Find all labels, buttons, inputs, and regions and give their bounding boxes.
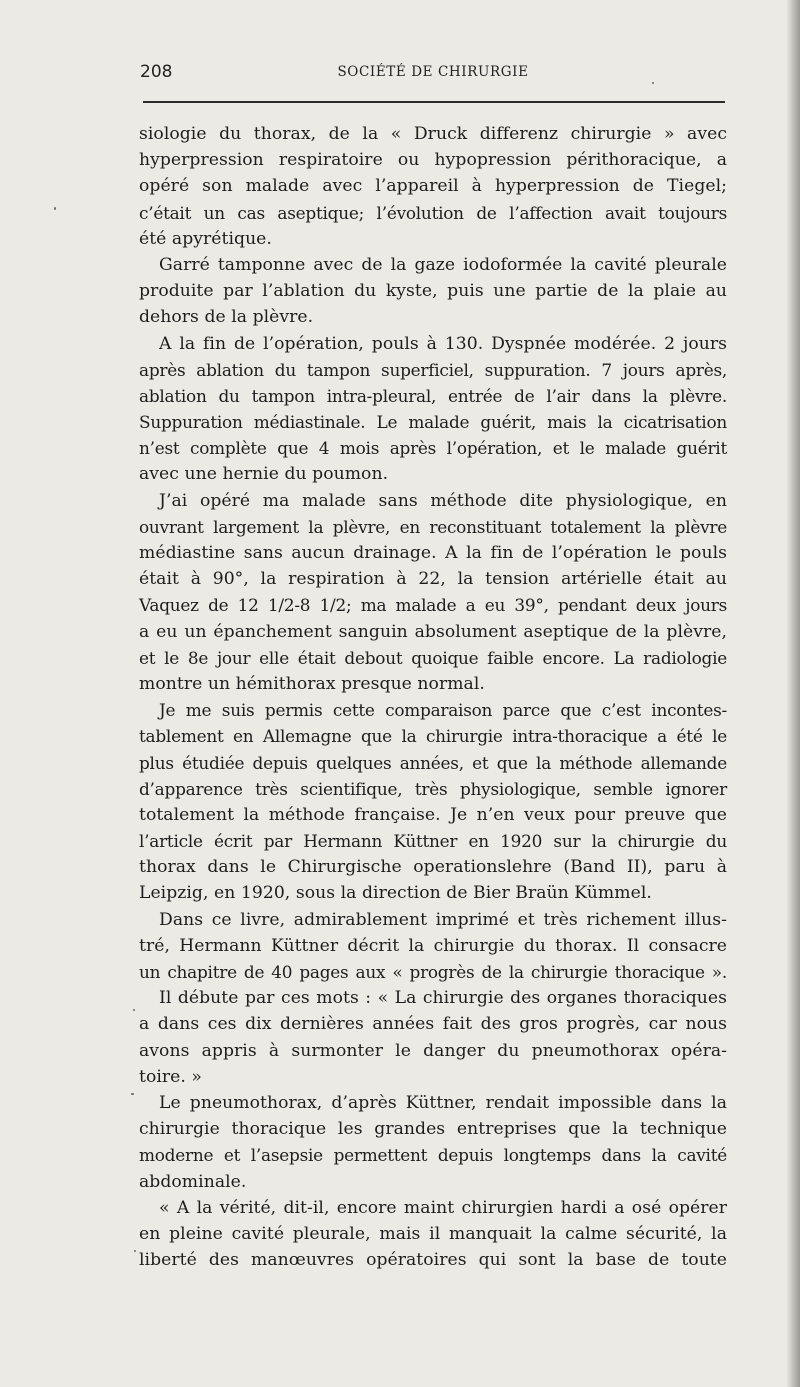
text-line: A la fin de l’opération, pouls à 130. Dyspnée modérée. 2 jours — [159, 333, 727, 354]
text-line: montre un hémithorax presque normal. — [139, 673, 485, 694]
text-line: Il débute par ces mots : « La chirurgie des organes thoraciques — [159, 988, 727, 1009]
text-line: ouvrant largement la plèvre, en reconstituant totalement la plèvre — [139, 516, 727, 537]
text-line: toire. » — [139, 1066, 202, 1087]
text-line: et le 8e jour elle était debout quoique faible encore. La radiologie — [139, 647, 727, 668]
text-line: l’article écrit par Hermann Küttner en 1920 sur la chirurgie du — [139, 831, 727, 852]
paper-speck — [131, 1093, 134, 1095]
text-line: produite par l’ablation du kyste, puis une partie de la plaie au — [139, 281, 727, 302]
text-line: d’apparence très scientifique, très physiologique, semble ignorer — [139, 778, 727, 799]
text-line: c’était un cas aseptique; l’évolution de l’affection avait toujours — [139, 202, 727, 223]
text-line: Dans ce livre, admirablement imprimé et très richement illus- — [159, 909, 727, 930]
text-line: « A la vérité, dit-il, encore maint chirurgien hardi a osé opérer — [159, 1197, 727, 1218]
text-line: tablement en Allemagne que la chirurgie intra-thoracique a été le — [139, 726, 727, 747]
page-number: 208 — [140, 62, 173, 82]
text-line: un chapitre de 40 pages aux « progrès de la chirurgie thoracique ». — [139, 962, 727, 982]
text-line: après ablation du tampon superficiel, suppuration. 7 jours après, — [139, 359, 727, 380]
text-line: hyperpression respiratoire ou hypopression périthoracique, a — [139, 150, 727, 171]
paper-speck — [652, 82, 654, 84]
text-line: Suppuration médiastinale. Le malade guérit, mais la cicatrisation — [139, 412, 727, 433]
text-line: Je me suis permis cette comparaison parce que c’est incontes- — [159, 700, 727, 721]
text-line: Leipzig, en 1920, sous la direction de Bier Braün Kümmel. — [139, 883, 652, 904]
text-line: abdominale. — [139, 1171, 247, 1192]
body-text — [139, 121, 727, 1273]
text-line: été apyrétique. — [139, 228, 272, 249]
text-line: en pleine cavité pleurale, mais il manquait la calme sécurité, la — [139, 1223, 727, 1244]
text-line: ablation du tampon intra-pleural, entrée de l’air dans la plèvre. — [139, 385, 727, 406]
header-rule — [143, 101, 725, 103]
text-line: Garré tamponne avec de la gaze iodoformée la cavité pleurale — [159, 254, 727, 275]
text-line: était à 90°, la respiration à 22, la tension artérielle était au — [139, 569, 727, 590]
text-line: siologie du thorax, de la « Druck differenz chirurgie » avec — [139, 124, 727, 144]
text-line: a eu un épanchement sanguin absolument aseptique de la plèvre, — [139, 621, 727, 642]
text-line: Vaquez de 12 1/2-8 1/2; ma malade a eu 39°, pendant deux jours — [139, 595, 727, 616]
paper-speck — [134, 1250, 136, 1252]
text-line: avons appris à surmonter le danger du pneumothorax opéra- — [139, 1040, 727, 1061]
text-line: avec une hernie du poumon. — [139, 464, 389, 485]
running-title: SOCIÉTÉ DE CHIRURGIE — [337, 64, 529, 80]
text-line: J’ai opéré ma malade sans méthode dite physiologique, en — [159, 490, 727, 511]
text-line: plus étudiée depuis quelques années, et que la méthode allemande — [139, 752, 727, 773]
page-header — [140, 62, 726, 88]
text-line: chirurgie thoracique les grandes entreprises que la technique — [139, 1119, 727, 1140]
text-line: opéré son malade avec l’appareil à hyperpression de Tiegel; — [139, 176, 727, 197]
paper-speck — [133, 1009, 135, 1011]
text-line: a dans ces dix dernières années fait des gros progrès, car nous — [139, 1014, 727, 1035]
text-line: n’est complète que 4 mois après l’opération, et le malade guérit — [139, 438, 727, 459]
text-line: médiastine sans aucun drainage. A la fin de l’opération le pouls — [139, 543, 727, 563]
text-line: thorax dans le Chirurgische operationslehre (Band II), paru à — [139, 857, 727, 878]
paper-speck — [54, 207, 56, 210]
text-line: moderne et l’asepsie permettent depuis longtemps dans la cavité — [139, 1145, 727, 1166]
text-line: tré, Hermann Küttner décrit la chirurgie du thorax. Il consacre — [139, 935, 727, 956]
text-line: Le pneumothorax, d’après Küttner, rendait impossible dans la — [159, 1092, 727, 1113]
text-line: totalement la méthode française. Je n’en veux pour preuve que — [139, 804, 727, 825]
page-edge-shadow — [786, 0, 800, 1387]
text-line: dehors de la plèvre. — [139, 307, 314, 328]
text-line: liberté des manœuvres opératoires qui sont la base de toute — [139, 1250, 727, 1271]
